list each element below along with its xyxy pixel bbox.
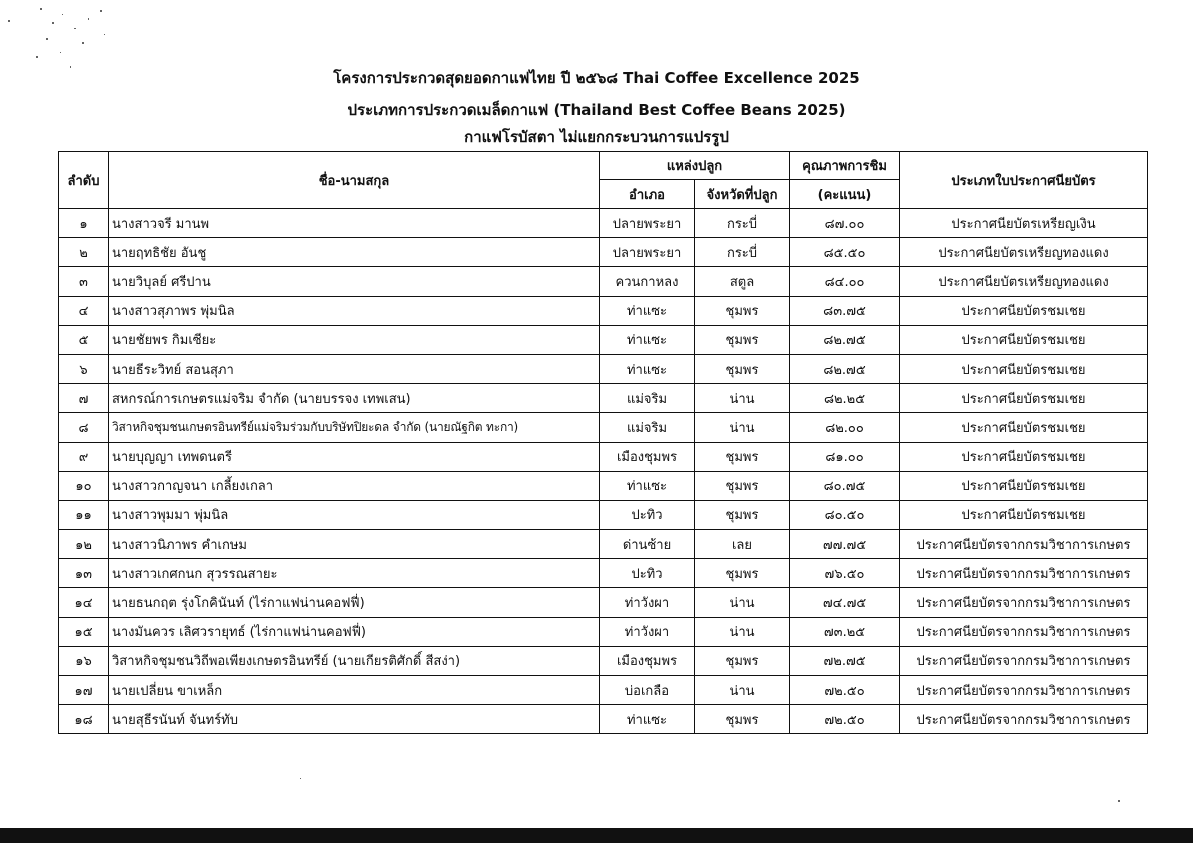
row-district: ปลายพระยา (600, 209, 695, 238)
row-district: ท่าแซะ (600, 354, 695, 383)
table-row (59, 471, 1148, 500)
row-province: กระบี่ (695, 209, 790, 238)
row-province: ชุมพร (695, 442, 790, 471)
row-no: ๑๘ (59, 705, 109, 734)
row-score: ๗๓.๒๕ (790, 617, 900, 646)
row-district: บ่อเกลือ (600, 676, 695, 705)
row-name: วิสาหกิจชุมชนเกษตรอินทรีย์แม่จริมร่วมกับบริษัทปิยะดล จำกัด (นายณัฐกิต ทะกา) (109, 413, 600, 442)
row-name: นายชัยพร กิมเซียะ (109, 325, 600, 354)
row-no: ๑๖ (59, 646, 109, 675)
table-row (59, 325, 1148, 354)
row-district: แม่จริม (600, 384, 695, 413)
row-name: นางสาวสุภาพร พุ่มนิล (109, 296, 600, 325)
header-name: ชื่อ-นามสกุล (109, 152, 600, 209)
row-no: ๓ (59, 267, 109, 296)
table-row (59, 646, 1148, 675)
row-certificate: ประกาศนียบัตรชมเชย (900, 500, 1148, 529)
row-name: นายธีระวิทย์ สอนสุภา (109, 354, 600, 383)
scan-bottom-edge (0, 828, 1193, 843)
row-certificate: ประกาศนียบัตรชมเชย (900, 384, 1148, 413)
row-certificate: ประกาศนียบัตรจากกรมวิชาการเกษตร (900, 559, 1148, 588)
row-district: ควนกาหลง (600, 267, 695, 296)
row-score: ๗๒.๗๕ (790, 646, 900, 675)
row-score: ๘๐.๕๐ (790, 500, 900, 529)
row-province: ชุมพร (695, 325, 790, 354)
row-district: ท่าแซะ (600, 296, 695, 325)
row-score: ๘๓.๗๕ (790, 296, 900, 325)
row-name: นางสาวจรี มานพ (109, 209, 600, 238)
row-certificate: ประกาศนียบัตรชมเชย (900, 471, 1148, 500)
header-score-unit: (คะแนน) (790, 180, 900, 209)
row-no: ๘ (59, 413, 109, 442)
results-table-body (59, 209, 1148, 734)
row-name: นางสาวนิภาพร คำเกษม (109, 530, 600, 559)
row-certificate: ประกาศนียบัตรชมเชย (900, 354, 1148, 383)
table-row (59, 705, 1148, 734)
row-no: ๑๔ (59, 588, 109, 617)
table-row (59, 238, 1148, 267)
row-name: นายสุธีรนันท์ จันทร์ทับ (109, 705, 600, 734)
row-province: กระบี่ (695, 238, 790, 267)
row-certificate: ประกาศนียบัตรชมเชย (900, 413, 1148, 442)
table-row (59, 676, 1148, 705)
row-certificate: ประกาศนียบัตรเหรียญทองแดง (900, 238, 1148, 267)
header-province: จังหวัดที่ปลูก (695, 180, 790, 209)
title-line-2: ประเภทการประกวดเมล็ดกาแฟ (Thailand Best Coffee Beans 2025) (347, 101, 846, 119)
row-name: นางสาวพุมมา พุ่มนิล (109, 500, 600, 529)
row-no: ๒ (59, 238, 109, 267)
row-name: นางสาวกาญจนา เกลี้ยงเกลา (109, 471, 600, 500)
table-row (59, 588, 1148, 617)
header-district: อำเภอ (600, 180, 695, 209)
row-province: ชุมพร (695, 354, 790, 383)
row-no: ๕ (59, 325, 109, 354)
row-district: เมืองชุมพร (600, 646, 695, 675)
row-score: ๘๔.๐๐ (790, 267, 900, 296)
header-certificate: ประเภทใบประกาศนียบัตร (900, 152, 1148, 209)
row-district: ปลายพระยา (600, 238, 695, 267)
row-province: ชุมพร (695, 500, 790, 529)
row-certificate: ประกาศนียบัตรเหรียญทองแดง (900, 267, 1148, 296)
row-certificate: ประกาศนียบัตรจากกรมวิชาการเกษตร (900, 646, 1148, 675)
row-no: ๖ (59, 354, 109, 383)
row-score: ๘๑.๐๐ (790, 442, 900, 471)
row-name: นางสาวเกศกนก สุวรรณสายะ (109, 559, 600, 588)
row-no: ๙ (59, 442, 109, 471)
row-name: สหกรณ์การเกษตรแม่จริม จำกัด (นายบรรจง เทพเสน) (109, 384, 600, 413)
table-row (59, 500, 1148, 529)
row-district: ท่าวังผา (600, 617, 695, 646)
table-row (59, 442, 1148, 471)
row-province: ชุมพร (695, 559, 790, 588)
row-no: ๑๗ (59, 676, 109, 705)
row-province: น่าน (695, 588, 790, 617)
table-row (59, 209, 1148, 238)
row-score: ๗๒.๕๐ (790, 705, 900, 734)
row-district: เมืองชุมพร (600, 442, 695, 471)
row-score: ๘๕.๕๐ (790, 238, 900, 267)
row-certificate: ประกาศนียบัตรชมเชย (900, 296, 1148, 325)
row-no: ๔ (59, 296, 109, 325)
row-province: ชุมพร (695, 471, 790, 500)
title-line-1: โครงการประกวดสุดยอดกาแฟไทย ปี ๒๕๖๘ Thai Coffee Excellence 2025 (333, 69, 860, 87)
row-certificate: ประกาศนียบัตรชมเชย (900, 325, 1148, 354)
table-row (59, 530, 1148, 559)
row-score: ๗๒.๕๐ (790, 676, 900, 705)
row-no: ๑๐ (59, 471, 109, 500)
row-certificate: ประกาศนียบัตรจากกรมวิชาการเกษตร (900, 617, 1148, 646)
row-name: นางมันควร เลิศวรายุทธ์ (ไร่กาแฟน่านคอฟฟี่) (109, 617, 600, 646)
header-quality: คุณภาพการชิม (790, 152, 900, 180)
row-name: นายฤทธิชัย อันชู (109, 238, 600, 267)
row-province: สตูล (695, 267, 790, 296)
row-certificate: ประกาศนียบัตรจากกรมวิชาการเกษตร (900, 676, 1148, 705)
row-score: ๘๗.๐๐ (790, 209, 900, 238)
table-row (59, 617, 1148, 646)
row-district: ด่านซ้าย (600, 530, 695, 559)
row-name: วิสาหกิจชุมชนวิถีพอเพียงเกษตรอินทรีย์ (นายเกียรติศักดิ์ สีสง่า) (109, 646, 600, 675)
row-no: ๑๓ (59, 559, 109, 588)
row-score: ๘๐.๗๕ (790, 471, 900, 500)
row-province: เลย (695, 530, 790, 559)
row-no: ๑ (59, 209, 109, 238)
row-score: ๘๒.๗๕ (790, 325, 900, 354)
row-district: ปะทิว (600, 559, 695, 588)
header-origin: แหล่งปลูก (600, 152, 790, 180)
row-score: ๘๒.๐๐ (790, 413, 900, 442)
row-district: ท่าแซะ (600, 325, 695, 354)
results-table (58, 151, 1148, 734)
row-score: ๗๖.๕๐ (790, 559, 900, 588)
row-name: นายเปลี่ยน ขาเหล็ก (109, 676, 600, 705)
row-no: ๑๑ (59, 500, 109, 529)
row-district: ท่าแซะ (600, 471, 695, 500)
row-score: ๘๒.๒๕ (790, 384, 900, 413)
row-score: ๗๔.๗๕ (790, 588, 900, 617)
row-score: ๗๗.๗๕ (790, 530, 900, 559)
row-province: ชุมพร (695, 296, 790, 325)
row-district: ท่าแซะ (600, 705, 695, 734)
row-name: นายธนกฤต รุ่งโกคินันท์ (ไร่กาแฟน่านคอฟฟี่) (109, 588, 600, 617)
table-row (59, 384, 1148, 413)
row-certificate: ประกาศนียบัตรจากกรมวิชาการเกษตร (900, 530, 1148, 559)
row-certificate: ประกาศนียบัตรชมเชย (900, 442, 1148, 471)
row-province: น่าน (695, 676, 790, 705)
table-row (59, 354, 1148, 383)
row-district: แม่จริม (600, 413, 695, 442)
table-row (59, 267, 1148, 296)
row-province: น่าน (695, 617, 790, 646)
header-no: ลำดับ (59, 152, 109, 209)
row-province: น่าน (695, 413, 790, 442)
row-score: ๘๒.๗๕ (790, 354, 900, 383)
row-certificate: ประกาศนียบัตรจากกรมวิชาการเกษตร (900, 705, 1148, 734)
row-no: ๑๕ (59, 617, 109, 646)
table-row (59, 559, 1148, 588)
row-province: ชุมพร (695, 646, 790, 675)
table-row (59, 296, 1148, 325)
row-district: ปะทิว (600, 500, 695, 529)
row-no: ๗ (59, 384, 109, 413)
row-certificate: ประกาศนียบัตรจากกรมวิชาการเกษตร (900, 588, 1148, 617)
row-certificate: ประกาศนียบัตรเหรียญเงิน (900, 209, 1148, 238)
row-province: น่าน (695, 384, 790, 413)
row-no: ๑๒ (59, 530, 109, 559)
row-district: ท่าวังผา (600, 588, 695, 617)
row-name: นายวิบุลย์ ศรีปาน (109, 267, 600, 296)
table-row (59, 413, 1148, 442)
title-line-3: กาแฟโรบัสตา ไม่แยกกระบวนการแปรรูป (464, 128, 729, 146)
row-province: ชุมพร (695, 705, 790, 734)
row-name: นายบุญญา เทพดนตรี (109, 442, 600, 471)
